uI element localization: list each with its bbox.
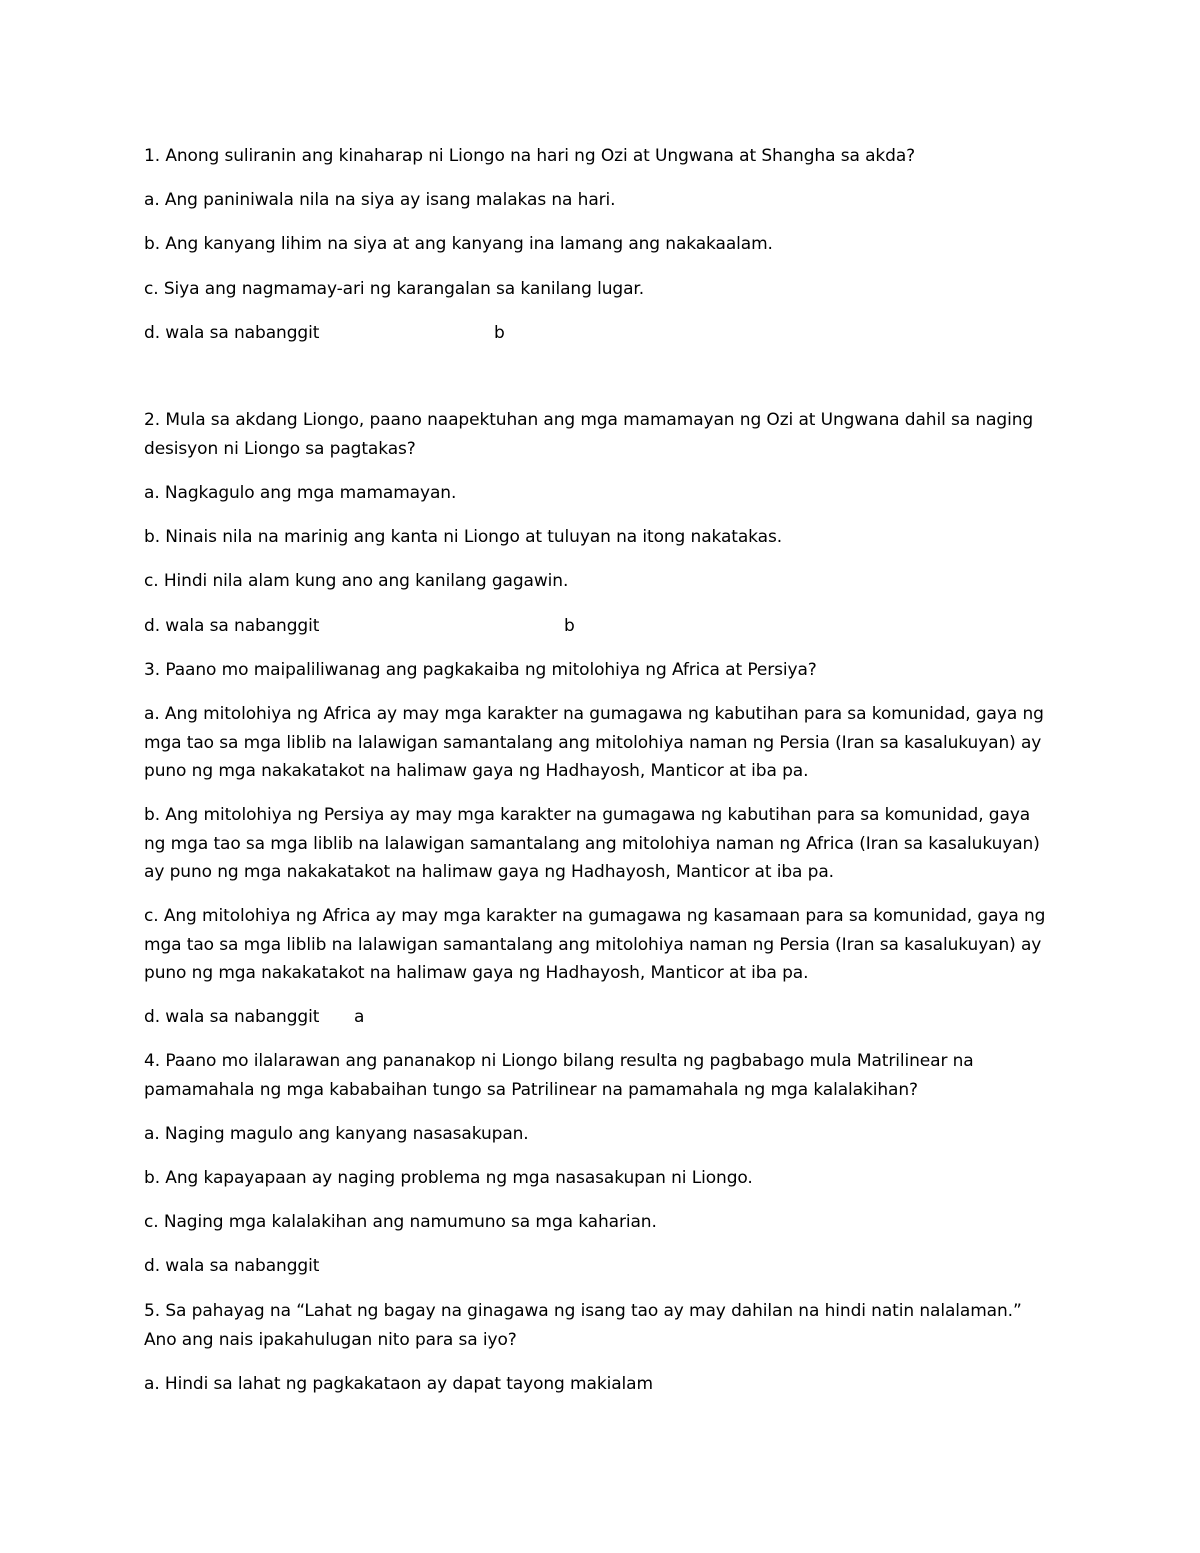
question-3-choice-a: a. Ang mitolohiya ng Africa ay may mga karakter na gumagawa ng kabutihan para sa komunidad, gaya ng mga tao sa mga liblib na lalawigan samantalang ang mitolohiya naman ng Persia (Iran sa kasalukuyan) ay puno ng mga nakakatakot na halimaw gaya ng Hadhayosh, Manticor at iba pa.: [144, 704, 1044, 781]
question-3-choice-b: b. Ang mitolohiya ng Persiya ay may mga karakter na gumagawa ng kabutihan para sa komunidad, gaya ng mga tao sa mga liblib na lalawigan samantalang ang mitolohiya naman ng Africa (Iran sa kasalukuyan) ay puno ng mga nakakatakot na halimaw gaya ng Hadhayosh, Manticor at iba pa.: [144, 805, 1040, 882]
question-1-choice-c: c. Siya ang nagmamay-ari ng karangalan sa kanilang lugar.: [144, 279, 645, 299]
question-1-answer: b: [494, 323, 505, 343]
question-3-answer: a: [354, 1007, 365, 1027]
question-1-choice-a: a. Ang paniniwala nila na siya ay isang malakas na hari.: [144, 190, 616, 210]
question-2-text: 2. Mula sa akdang Liongo, paano naapektuhan ang mga mamamayan ng Ozi at Ungwana dahil sa naging desisyon ni Liongo sa pagtakas?: [144, 410, 1034, 459]
question-1-choice-d: d. wala sa nabanggit: [144, 323, 320, 343]
question-1-text: 1. Anong suliranin ang kinaharap ni Liongo na hari ng Ozi at Ungwana at Shangha sa akda?: [144, 146, 916, 166]
question-2-choice-c: c. Hindi nila alam kung ano ang kanilang gagawin.: [144, 571, 569, 591]
question-2-choice-d: d. wala sa nabanggit: [144, 616, 320, 636]
question-2-choice-a: a. Nagkagulo ang mga mamamayan.: [144, 483, 457, 503]
question-2-answer: b: [564, 616, 575, 636]
question-2-choice-b: b. Ninais nila na marinig ang kanta ni Liongo at tuluyan na itong nakatakas.: [144, 527, 783, 547]
question-3-text: 3. Paano mo maipaliliwanag ang pagkakaiba ng mitolohiya ng Africa at Persiya?: [144, 660, 817, 680]
question-4-choice-b: b. Ang kapayapaan ay naging problema ng mga nasasakupan ni Liongo.: [144, 1168, 753, 1188]
question-3-choice-d: d. wala sa nabanggit: [144, 1007, 320, 1027]
question-5-choice-a: a. Hindi sa lahat ng pagkakataon ay dapat tayong makialam: [144, 1374, 653, 1394]
question-4-choice-d: d. wala sa nabanggit: [144, 1256, 320, 1276]
question-4-choice-c: c. Naging mga kalalakihan ang namumuno sa mga kaharian.: [144, 1212, 657, 1232]
question-5-text: 5. Sa pahayag na “Lahat ng bagay na ginagawa ng isang tao ay may dahilan na hindi natin nalalaman.” Ano ang nais ipakahulugan nito para sa iyo?: [144, 1301, 1022, 1350]
question-3-choice-c: c. Ang mitolohiya ng Africa ay may mga karakter na gumagawa ng kasamaan para sa komunidad, gaya ng mga tao sa mga liblib na lalawigan samantalang ang mitolohiya naman ng Persia (Iran sa kasalukuyan) ay puno ng mga nakakatakot na halimaw gaya ng Hadhayosh, Manticor at iba pa.: [144, 906, 1046, 983]
question-4-text: 4. Paano mo ilalarawan ang pananakop ni Liongo bilang resulta ng pagbabago mula Matrilinear na pamamahala ng mga kababaihan tungo sa Patrilinear na pamamahala ng mga kalalakihan?: [144, 1051, 974, 1100]
question-4-choice-a: a. Naging magulo ang kanyang nasasakupan.: [144, 1124, 529, 1144]
question-1-choice-b: b. Ang kanyang lihim na siya at ang kanyang ina lamang ang nakakaalam.: [144, 234, 773, 254]
